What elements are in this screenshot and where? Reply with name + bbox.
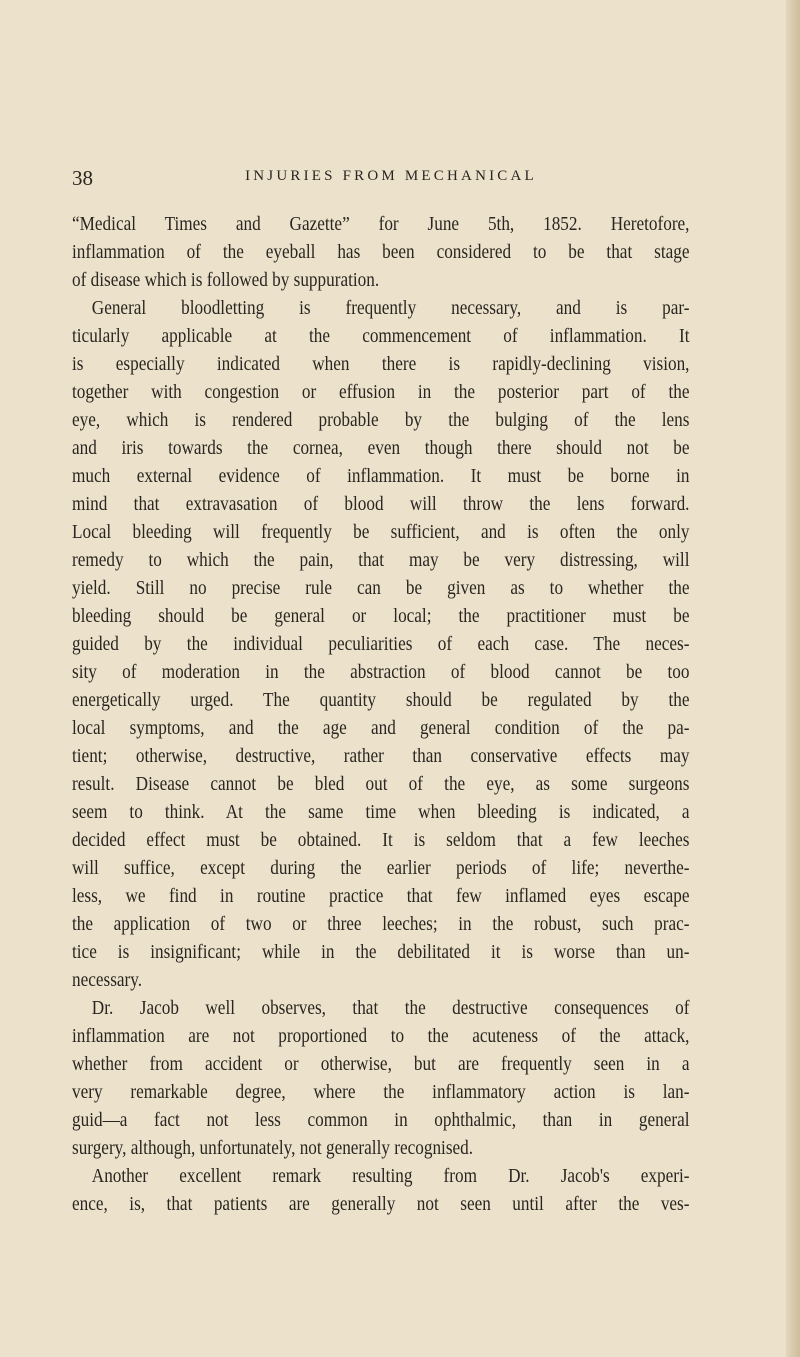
running-title: INJURIES FROM MECHANICAL [245, 168, 537, 184]
text-line: yield. Still no precise rule can be given as to whether the [72, 577, 690, 599]
text-line: tice is insignificant; while in the debilitated it is worse than un- [72, 941, 690, 963]
text-line: ticularly applicable at the commencement of inflammation. It [72, 325, 690, 347]
page-edge [786, 0, 800, 1357]
text-line: guid—a fact not less common in ophthalmic, than in general [72, 1109, 690, 1131]
text-line: inflammation of the eyeball has been considered to be that stage [72, 241, 690, 263]
text-line: surgery, although, unfortunately, not generally recognised. [72, 1137, 474, 1159]
text-line: seem to think. At the same time when bleeding is indicated, a [72, 801, 690, 823]
text-line: mind that extravasation of blood will throw the lens forward. [72, 493, 690, 515]
text-line: together with congestion or effusion in the posterior part of the [72, 381, 690, 403]
text-line: whether from accident or otherwise, but are frequently seen in a [72, 1053, 690, 1075]
text-line: remedy to which the pain, that may be very distressing, will [72, 549, 690, 571]
text-line: necessary. [72, 969, 143, 991]
text-line: Another excellent remark resulting from Dr. Jacob's experi- [91, 1165, 690, 1187]
text-line: energetically urged. The quantity should be regulated by the [72, 689, 690, 711]
text-line: very remarkable degree, where the inflammatory action is lan- [72, 1081, 690, 1103]
running-header [72, 166, 690, 190]
text-line: Local bleeding will frequently be sufficient, and is often the only [72, 521, 690, 543]
body-text [72, 210, 690, 1218]
text-line: will suffice, except during the earlier periods of life; neverthe- [72, 857, 690, 879]
text-line: local symptoms, and the age and general condition of the pa- [72, 717, 690, 739]
text-line: “Medical Times and Gazette” for June 5th, 1852. Heretofore, [72, 213, 690, 235]
text-line: less, we find in routine practice that few inflamed eyes escape [72, 885, 690, 907]
text-line: much external evidence of inflammation. It must be borne in [72, 465, 690, 487]
text-line: Dr. Jacob well observes, that the destructive consequences of [91, 997, 690, 1019]
page-number: 38 [72, 166, 93, 190]
text-line: is especially indicated when there is rapidly-declining vision, [72, 353, 690, 375]
text-line: the application of two or three leeches; in the robust, such prac- [72, 913, 690, 935]
text-line: decided effect must be obtained. It is seldom that a few leeches [72, 829, 690, 851]
text-line: sity of moderation in the abstraction of blood cannot be too [72, 661, 690, 683]
text-line: inflammation are not proportioned to the acuteness of the attack, [72, 1025, 690, 1047]
text-line: and iris towards the cornea, even though there should not be [72, 437, 690, 459]
text-line: bleeding should be general or local; the practitioner must be [72, 605, 690, 627]
text-line: of disease which is followed by suppuration. [72, 269, 380, 291]
text-line: eye, which is rendered probable by the bulging of the lens [72, 409, 690, 431]
text-line: tient; otherwise, destructive, rather than conservative effects may [72, 745, 690, 767]
text-line: General bloodletting is frequently necessary, and is par- [91, 297, 690, 319]
text-line: result. Disease cannot be bled out of the eye, as some surgeons [72, 773, 690, 795]
text-line: guided by the individual peculiarities of each case. The neces- [72, 633, 690, 655]
text-line: ence, is, that patients are generally not seen until after the ves- [72, 1193, 690, 1215]
